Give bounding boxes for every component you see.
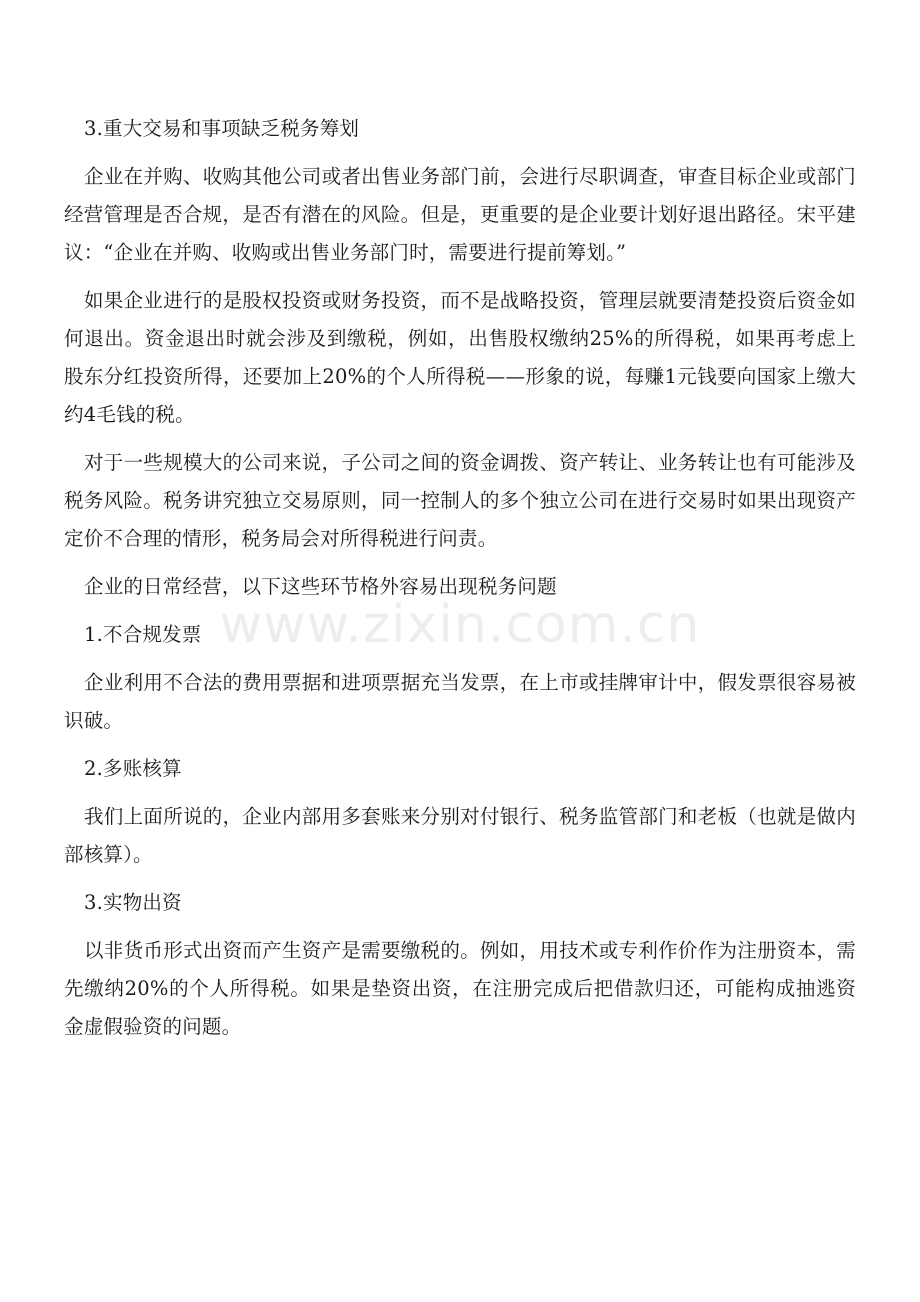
- paragraph-equity-investment: 如果企业进行的是股权投资或财务投资，而不是战略投资，管理层就要清楚投资后资金如何退出。资金退出时就会涉及到缴税，例如，出售股权缴纳25%的所得税，如果再考虑上股东分红投资所得，还要加上20%的个人所得税——形象的说，每赚1元钱要向国家上缴大约4毛钱的税。: [64, 289, 856, 426]
- section-heading-invoices: 1.不合规发票: [84, 623, 202, 646]
- paragraph-subsidiaries: 对于一些规模大的公司来说，子公司之间的资金调拨、资产转让、业务转让也有可能涉及税务风险。税务讲究独立交易原则，同一控制人的多个独立公司在进行交易时如果出现资产定价不合理的情形，税务局会对所得税进行问责。: [64, 451, 856, 550]
- paragraph-mergers: 企业在并购、收购其他公司或者出售业务部门前，会进行尽职调查，审查目标企业或部门经营管理是否合规，是否有潜在的风险。但是，更重要的是企业要计划好退出路径。宋平建议：“企业在并购、收购或出售业务部门时，需要进行提前筹划。”: [64, 165, 856, 264]
- section-heading-multiple-accounts: 2.多账核算: [84, 757, 182, 780]
- paragraph-multiple-accounts: 我们上面所说的，企业内部用多套账来分别对付银行、税务监管部门和老板（也就是做内部核算）。: [64, 805, 856, 866]
- paragraph-invoices: 企业利用不合法的费用票据和进项票据充当发票，在上市或挂牌审计中，假发票很容易被识破。: [64, 671, 856, 732]
- watermark-text: www.zixin.com.cn: [219, 595, 701, 655]
- paragraph-in-kind-contribution: 以非货币形式出资而产生资产是需要缴税的。例如，用技术或专利作价作为注册资本，需先缴纳20%的个人所得税。如果是垫资出资，在注册完成后把借款归还，可能构成抽逃资金虚假验资的问题。: [64, 939, 856, 1038]
- section-heading-tax-planning: 3.重大交易和事项缺乏税务筹划: [84, 117, 360, 140]
- paragraph-daily-operations: 企业的日常经营，以下这些环节格外容易出现税务问题: [84, 575, 557, 598]
- section-heading-in-kind-contribution: 3.实物出资: [84, 891, 182, 914]
